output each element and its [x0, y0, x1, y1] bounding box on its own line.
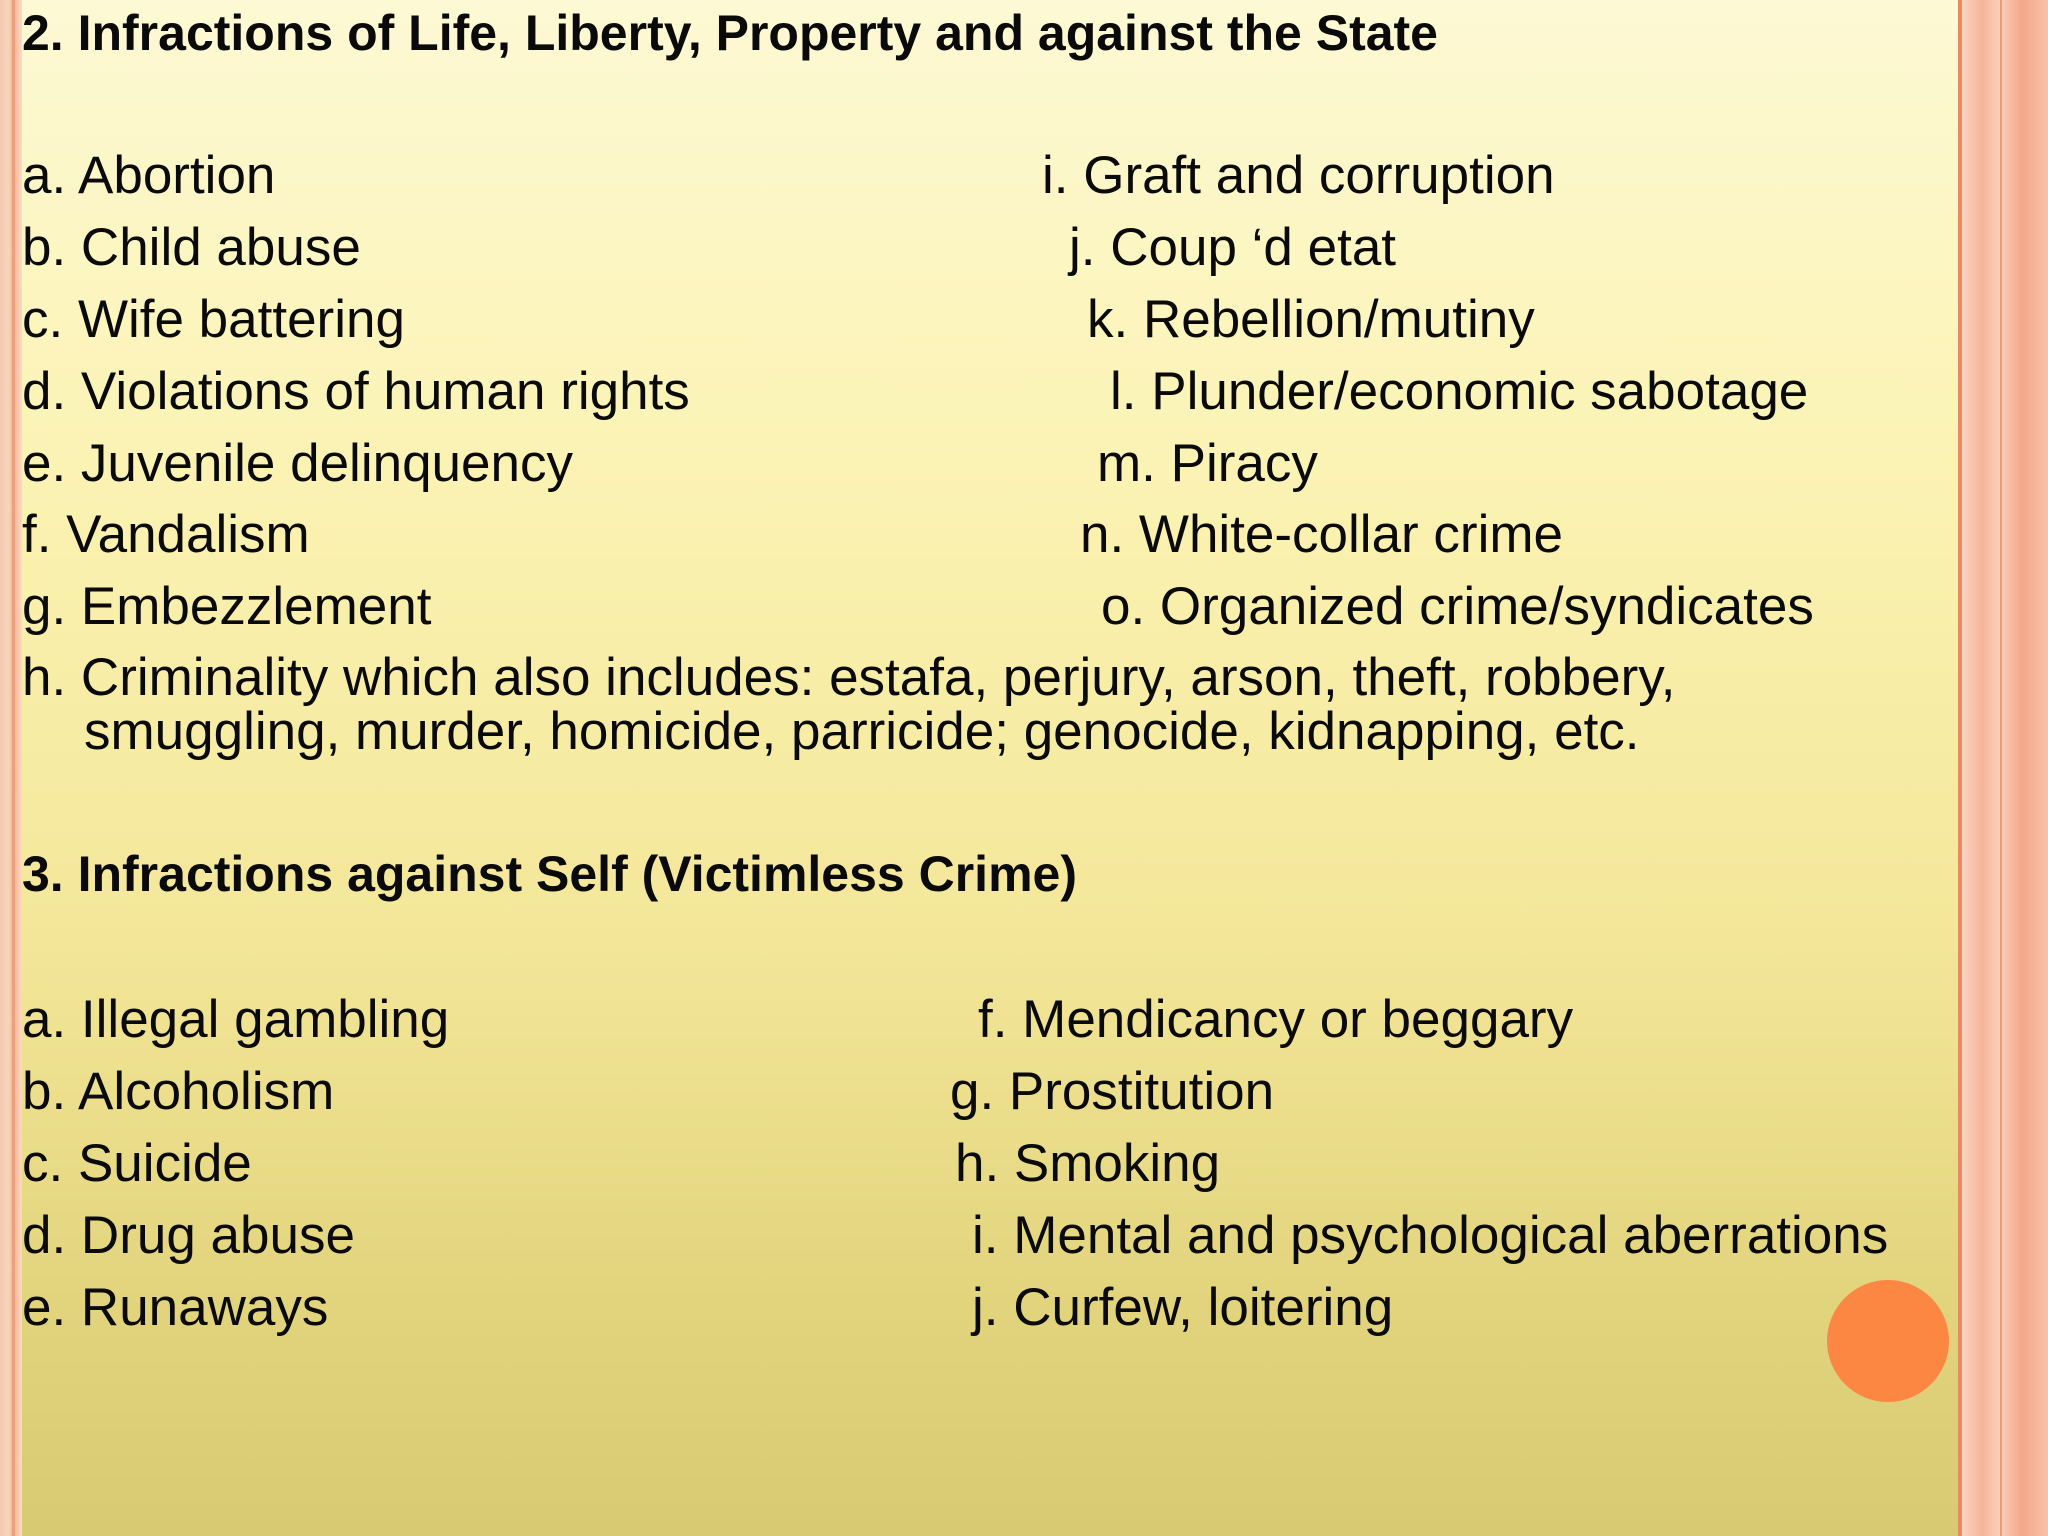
list-item: g. Embezzlement [22, 577, 432, 636]
list-item: g. Prostitution [950, 1062, 1275, 1121]
list-item: e. Runaways [22, 1278, 329, 1337]
list-item: o. Organized crime/syndicates [1101, 577, 1814, 636]
list-item: d. Violations of human rights [22, 362, 690, 421]
right-border-line-thin [2000, 0, 2002, 1536]
right-border-decoration [1960, 0, 2048, 1536]
right-border-line [1958, 0, 1962, 1536]
list-item: e. Juvenile delinquency [22, 434, 573, 493]
list-item: a. Illegal gambling [22, 990, 450, 1049]
list-item: n. White-collar crime [1080, 505, 1563, 564]
list-item: c. Wife battering [22, 290, 405, 349]
list-item: h. Smoking [955, 1134, 1221, 1193]
section-2-heading: 2. Infractions of Life, Liberty, Property and against the State [22, 5, 1438, 61]
list-item: j. Coup ‘d etat [1069, 218, 1397, 277]
list-item-criminality-continued: smuggling, murder, homicide, parricide; genocide, kidnapping, etc. [84, 702, 1640, 761]
left-border-line [12, 0, 15, 1536]
list-item: b. Alcoholism [22, 1062, 335, 1121]
orange-circle-decoration [1827, 1280, 1949, 1402]
list-item: m. Piracy [1097, 434, 1318, 493]
list-item: f. Vandalism [22, 505, 310, 564]
list-item: l. Plunder/economic sabotage [1110, 362, 1809, 421]
list-item: i. Graft and corruption [1042, 146, 1555, 205]
list-item: f. Mendicancy or beggary [978, 990, 1574, 1049]
list-item: c. Suicide [22, 1134, 252, 1193]
list-item: j. Curfew, loitering [972, 1278, 1394, 1337]
left-border-decoration [0, 0, 22, 1536]
list-item: k. Rebellion/mutiny [1087, 290, 1535, 349]
list-item: b. Child abuse [22, 218, 361, 277]
section-3-heading: 3. Infractions against Self (Victimless Crime) [22, 846, 1077, 902]
list-item-criminality: h. Criminality which also includes: estafa, perjury, arson, theft, robbery, [22, 648, 1676, 707]
list-item: d. Drug abuse [22, 1206, 355, 1265]
list-item: a. Abortion [22, 146, 276, 205]
list-item: i. Mental and psychological aberrations [972, 1206, 1889, 1265]
